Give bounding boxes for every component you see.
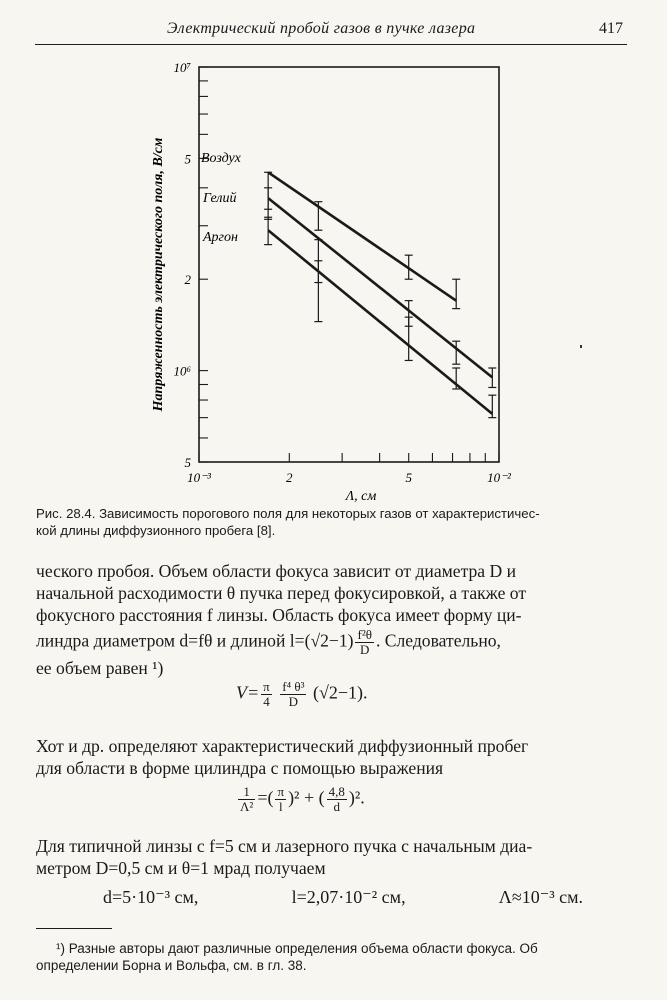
text-line: ее объем равен ¹) (36, 658, 164, 678)
text-line: Для типичной линзы с f=5 см и лазерного пучка с начальным диа- (36, 836, 533, 856)
body-paragraph (36, 735, 628, 779)
fraction-denominator: 4 (263, 694, 270, 709)
fraction-numerator: π (277, 784, 285, 799)
volume-equation (236, 680, 368, 709)
y-tick-label: 2 (184, 272, 191, 288)
series-label: Аргон (203, 230, 238, 245)
figure-caption (36, 505, 626, 539)
caption-line: кой длины диффузионного пробега [8]. (36, 523, 276, 538)
x-tick-label: 10⁻³ (187, 470, 211, 485)
fraction-denominator: Λ² (240, 799, 254, 814)
y-tick-label: 5 (184, 151, 191, 167)
plot-frame (199, 67, 499, 462)
running-title: Электрический пробой газов в пучке лазера (167, 20, 476, 37)
eq-fraction (280, 680, 306, 709)
y-tick-label: 10⁷ (173, 60, 191, 75)
inline-fraction (355, 628, 373, 657)
running-header (35, 18, 627, 45)
y-axis-label: Напряженность электрического поля, В/см (151, 137, 166, 412)
series-line (268, 198, 492, 377)
x-axis-label: Λ, см (345, 489, 377, 504)
result-d: d=5·10⁻³ см, (103, 887, 199, 907)
eq-operator: )². (348, 787, 365, 808)
caption-line: Рис. 28.4. Зависимость порогового поля для некоторых газов от характеристичес- (36, 506, 540, 521)
result-equation (103, 887, 583, 908)
fraction-denominator: l (278, 799, 283, 814)
text-line: начальной расходимости θ пучка перед фокусировкой, а также от (36, 583, 527, 603)
text-line: для области в форме цилиндра с помощью выражения (36, 758, 444, 778)
x-tick-label: 5 (405, 470, 412, 485)
fraction-numerator: 4,8 (328, 784, 345, 799)
eq-operator: =( (257, 787, 274, 808)
text-line: Хот и др. определяют характеристический диффузионный пробег (36, 736, 529, 756)
eq-fraction (327, 785, 347, 814)
diffusion-length-equation (236, 785, 365, 814)
text-segment: . Следовательно, (375, 630, 501, 651)
text-segment: линдра диаметром d=fθ и длиной l=(√2−1) (36, 630, 354, 651)
text-line: метром D=0,5 см и θ=1 мрад получаем (36, 858, 326, 878)
result-lambda: Λ≈10⁻³ см. (498, 887, 583, 907)
footnote-line: ¹) Разные авторы дают различные определения объема области фокуса. Об (56, 941, 538, 956)
page-number: 417 (599, 20, 623, 37)
series-line (268, 230, 492, 414)
stray-mark (580, 345, 582, 348)
fraction-numerator: f²θ (357, 627, 372, 642)
eq-fraction (275, 785, 286, 814)
footnote (36, 940, 628, 974)
body-paragraph (36, 560, 628, 679)
fraction-denominator: D (360, 642, 370, 657)
result-l: l=2,07·10⁻² см, (291, 887, 406, 907)
fraction-numerator: π (263, 679, 270, 694)
fraction-denominator: D (288, 694, 299, 709)
series-label: Воздух (201, 151, 241, 166)
text-line (36, 628, 628, 657)
text-line: ческого пробоя. Объем области фокуса зависит от диаметра D и (36, 561, 517, 581)
threshold-field-chart (0, 50, 667, 504)
text-line: фокусного расстояния f линзы. Область фокуса имеет форму ци- (36, 605, 522, 625)
footnote-line: определении Борна и Вольфа, см. в гл. 38. (36, 958, 307, 973)
fraction-denominator: d (333, 799, 340, 814)
x-tick-label: 2 (286, 470, 293, 485)
x-tick-label: 10⁻² (487, 470, 511, 485)
y-tick-label: 10⁶ (173, 363, 191, 379)
fraction-numerator: f⁴ θ³ (282, 679, 305, 694)
eq-tail: (√2−1). (312, 682, 368, 703)
series-label: Гелий (203, 191, 237, 206)
body-paragraph (36, 835, 628, 879)
series-line (268, 172, 456, 300)
y-tick-label: 5 (184, 455, 191, 470)
eq-lhs: V= (236, 682, 260, 703)
eq-fraction (261, 680, 272, 709)
eq-fraction (238, 785, 255, 814)
footnote-rule (36, 928, 112, 929)
fraction-numerator: 1 (238, 785, 255, 800)
eq-operator: )² + ( (288, 787, 325, 808)
